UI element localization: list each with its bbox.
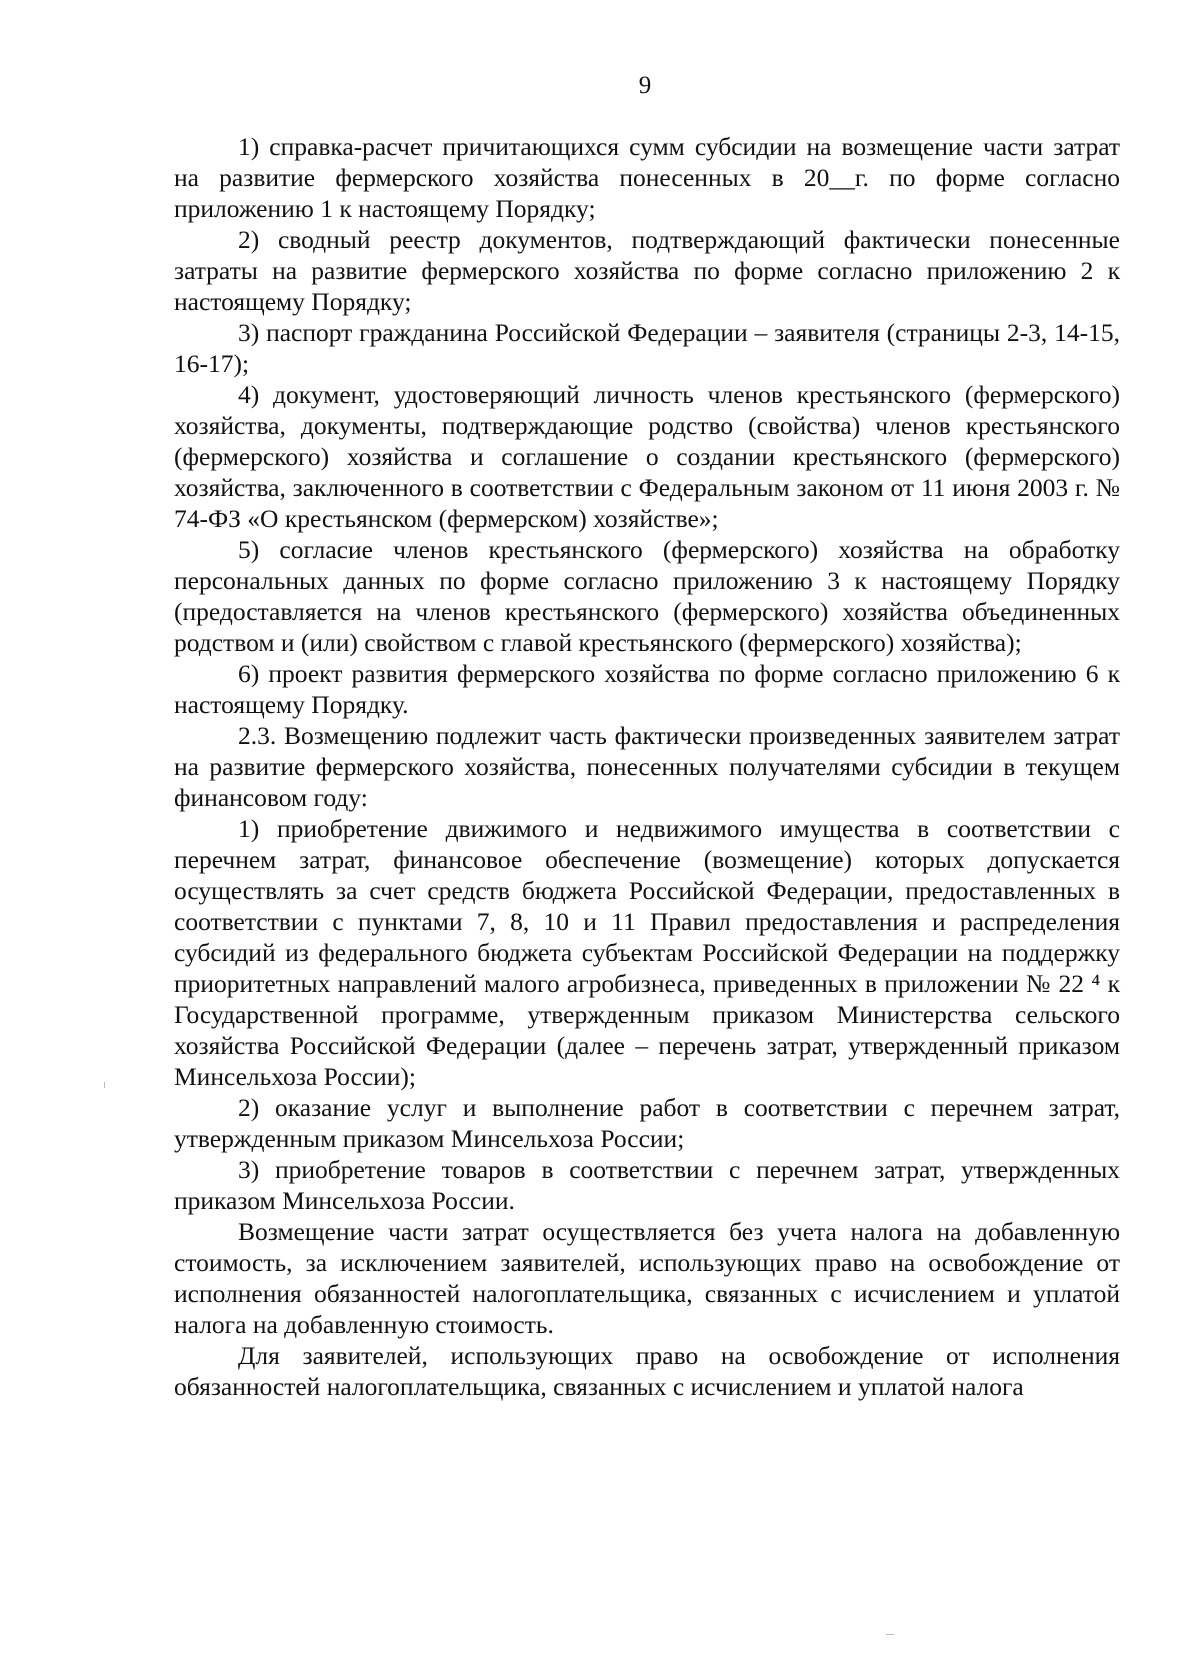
paragraph-item-5: 5) согласие членов крестьянского (фермерского) хозяйства на обработку персональных данных по форме согласно приложению 3 к настоящему Порядку (предоставляется на членов крестьянского (фермерского) хозяйства объединенных родством и (или) свойством с главой крестьянского (фермерского) хозяйства);	[174, 535, 1120, 657]
paragraph-vat-reimbursement: Возмещение части затрат осуществляется без учета налога на добавленную стоимость, за исключением заявителей, использующих право на освобождение от исполнения обязанностей налогоплательщика, связанных с исчислением и уплатой налога на добавленную стоимость.	[174, 1217, 1120, 1339]
paragraph-item-6: 6) проект развития фермерского хозяйства по форме согласно приложению 6 к настоящему Порядку.	[174, 659, 1120, 719]
paragraph-subitem-2: 2) оказание услуг и выполнение работ в соответствии с перечнем затрат, утвержденным приказом Минсельхоза России;	[174, 1093, 1120, 1153]
scan-artifact-mark	[886, 1634, 894, 1635]
paragraph-item-3: 3) паспорт гражданина Российской Федерации – заявителя (страницы 2-3, 14-15, 16-17);	[174, 318, 1120, 378]
scan-artifact-mark	[104, 1082, 105, 1088]
paragraph-item-2: 2) сводный реестр документов, подтверждающий фактически понесенные затраты на развитие фермерского хозяйства по форме согласно приложению 2 к настоящему Порядку;	[174, 225, 1120, 316]
paragraph-vat-exemption: Для заявителей, использующих право на освобождение от исполнения обязанностей налогоплательщика, связанных с исчислением и уплатой налога	[174, 1341, 1120, 1401]
document-body	[174, 131, 1120, 1402]
paragraph-item-4: 4) документ, удостоверяющий личность членов крестьянского (фермерского) хозяйства, документы, подтверждающие родство (свойства) членов крестьянского (фермерского) хозяйства и соглашение о создании крестьянского (фермерского) хозяйства, заключенного в соответствии с Федеральным законом от 11 июня 2003 г. № 74-ФЗ «О крестьянском (фермерском) хозяйстве»;	[174, 380, 1120, 533]
paragraph-subitem-1: 1) приобретение движимого и недвижимого имущества в соответствии с перечнем затрат, финансовое обеспечение (возмещение) которых допускается осуществлять за счет средств бюджета Российской Федерации, предоставленных в соответствии с пунктами 7, 8, 10 и 11 Правил предоставления и распределения субсидий из федерального бюджета субъектам Российской Федерации на поддержку приоритетных направлений малого агробизнеса, приведенных в приложении № 22 ⁴ к Государственной программе, утвержденным приказом Министерства сельского хозяйства Российской Федерации (далее – перечень затрат, утвержденный приказом Минсельхоза России);	[174, 814, 1120, 1091]
paragraph-item-1: 1) справка-расчет причитающихся сумм субсидии на возмещение части затрат на развитие фермерского хозяйства понесенных в 20__г. по форме согласно приложению 1 к настоящему Порядку;	[174, 132, 1120, 223]
paragraph-section-2-3: 2.3. Возмещению подлежит часть фактически произведенных заявителем затрат на развитие фермерского хозяйства, понесенных получателями субсидии в текущем финансовом году:	[174, 721, 1120, 812]
page-number: 9	[638, 72, 652, 99]
paragraph-subitem-3: 3) приобретение товаров в соответствии с перечнем затрат, утвержденных приказом Минсельхоза России.	[174, 1155, 1120, 1215]
